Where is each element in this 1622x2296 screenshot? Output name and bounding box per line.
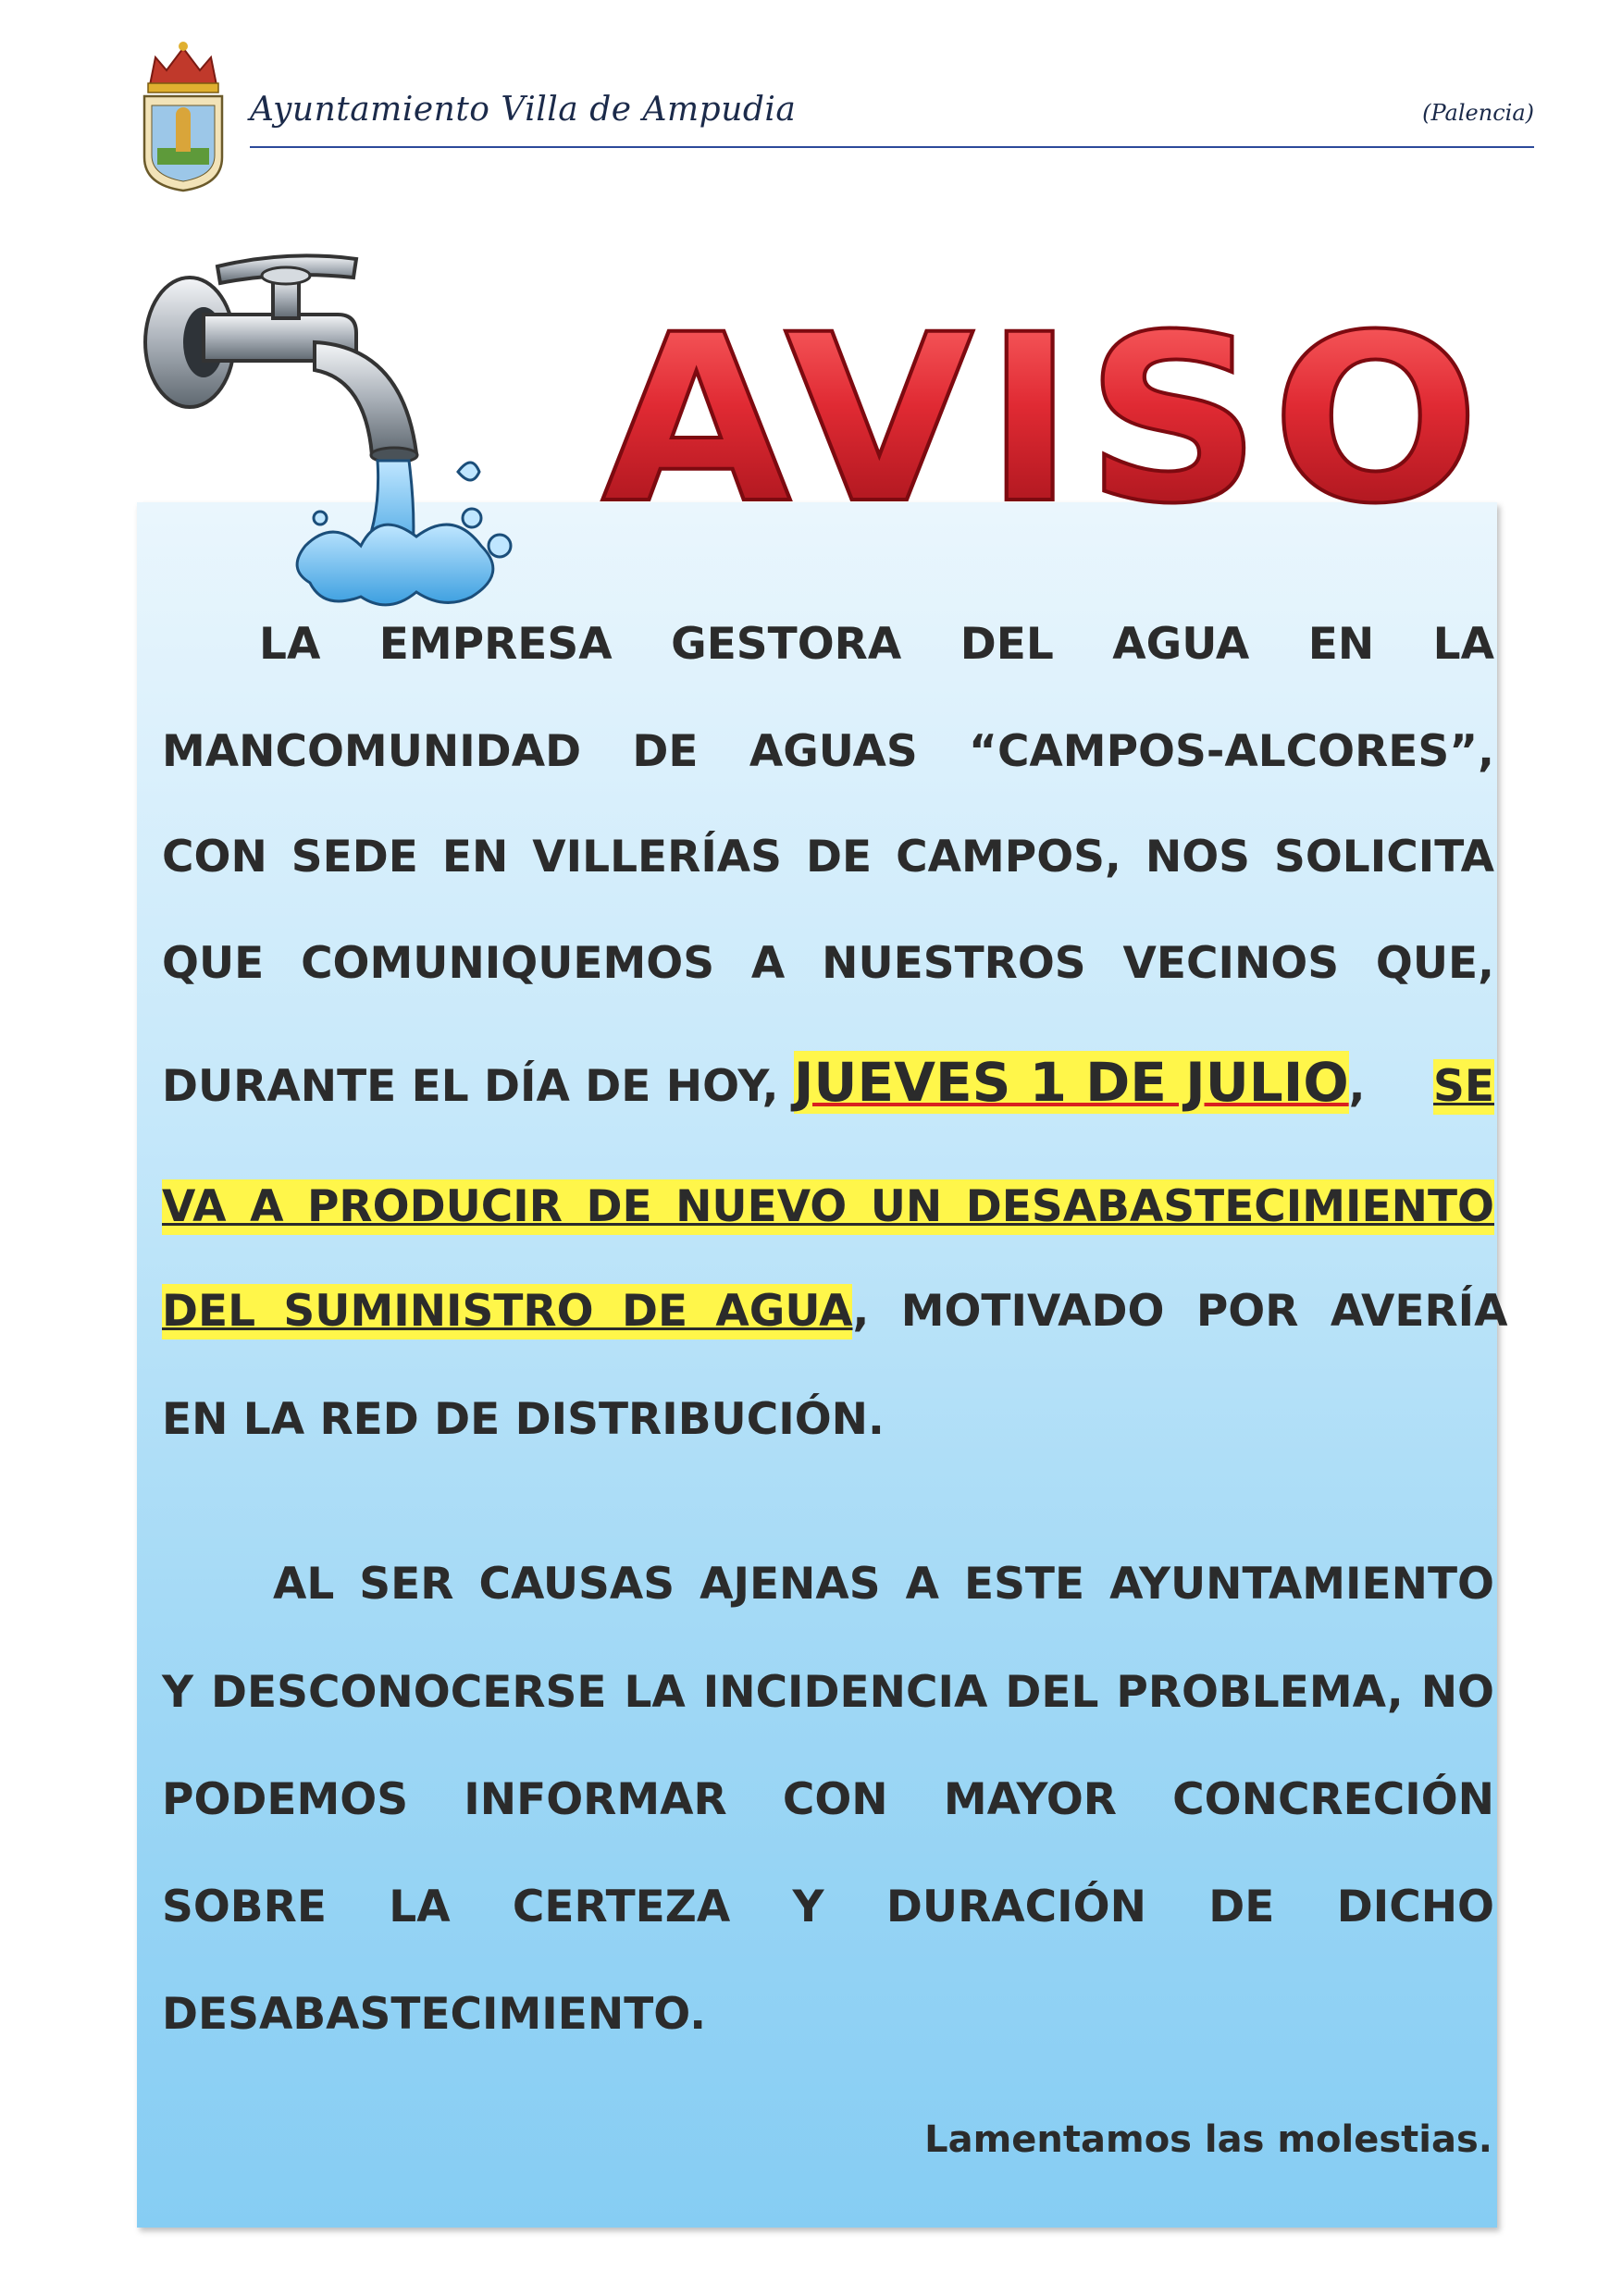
p2-line-2: Y DESCONOCERSE LA INCIDENCIA DEL PROBLEMA, NO — [162, 1667, 1494, 1718]
p2-line-3: PODEMOS INFORMAR CON MAYOR CONCRECIÓN — [162, 1774, 1494, 1825]
se-highlight: SE — [1433, 1059, 1494, 1115]
outage-highlight: VA A PRODUCIR DE NUEVO UN DESABASTECIMIENTO — [162, 1179, 1494, 1235]
p2-line-4: SOBRE LA CERTEZA Y DURACIÓN DE DICHO — [162, 1882, 1494, 1932]
aviso-text: AVISO — [601, 305, 1490, 527]
aviso-heading — [592, 305, 1499, 527]
p1-line-5 — [162, 1051, 1494, 1114]
p1-line-2: MANCOMUNIDAD DE AGUAS “CAMPOS-ALCORES”, — [162, 726, 1494, 777]
p1-line-7 — [162, 1284, 1508, 1339]
header-divider — [250, 146, 1534, 148]
p1-line-7-text: , MOTIVADO POR AVERÍA — [852, 1286, 1508, 1337]
p1-line-4: QUE COMUNIQUEMOS A NUESTROS VECINOS QUE, — [162, 938, 1494, 989]
p1-line-5-comma: , — [1348, 1061, 1366, 1112]
p2-line-5: DESABASTECIMIENTO. — [162, 1989, 707, 2040]
province-label: (Palencia) — [1422, 100, 1534, 126]
municipality-title: Ayuntamiento Villa de Ampudia — [250, 91, 797, 129]
p1-line-8: EN LA RED DE DISTRIBUCIÓN. — [162, 1394, 885, 1445]
p1-line-1: LA EMPRESA GESTORA DEL AGUA EN LA — [259, 619, 1494, 670]
date-highlight: JUEVES 1 DE JULIO — [793, 1051, 1349, 1114]
p1-line-5-text: DURANTE EL DÍA DE HOY, — [162, 1061, 794, 1112]
closing-note: Lamentamos las molestias. — [924, 2118, 1492, 2161]
p1-line-6 — [162, 1179, 1494, 1235]
p2-line-1: AL SER CAUSAS AJENAS A ESTE AYUNTAMIENTO — [273, 1559, 1494, 1610]
p1-line-3: CON SEDE EN VILLERÍAS DE CAMPOS, NOS SOLICITA — [162, 832, 1494, 883]
supply-highlight: DEL SUMINISTRO DE AGUA — [162, 1284, 852, 1339]
water-faucet-icon — [139, 241, 574, 611]
coat-of-arms-icon — [139, 37, 228, 194]
